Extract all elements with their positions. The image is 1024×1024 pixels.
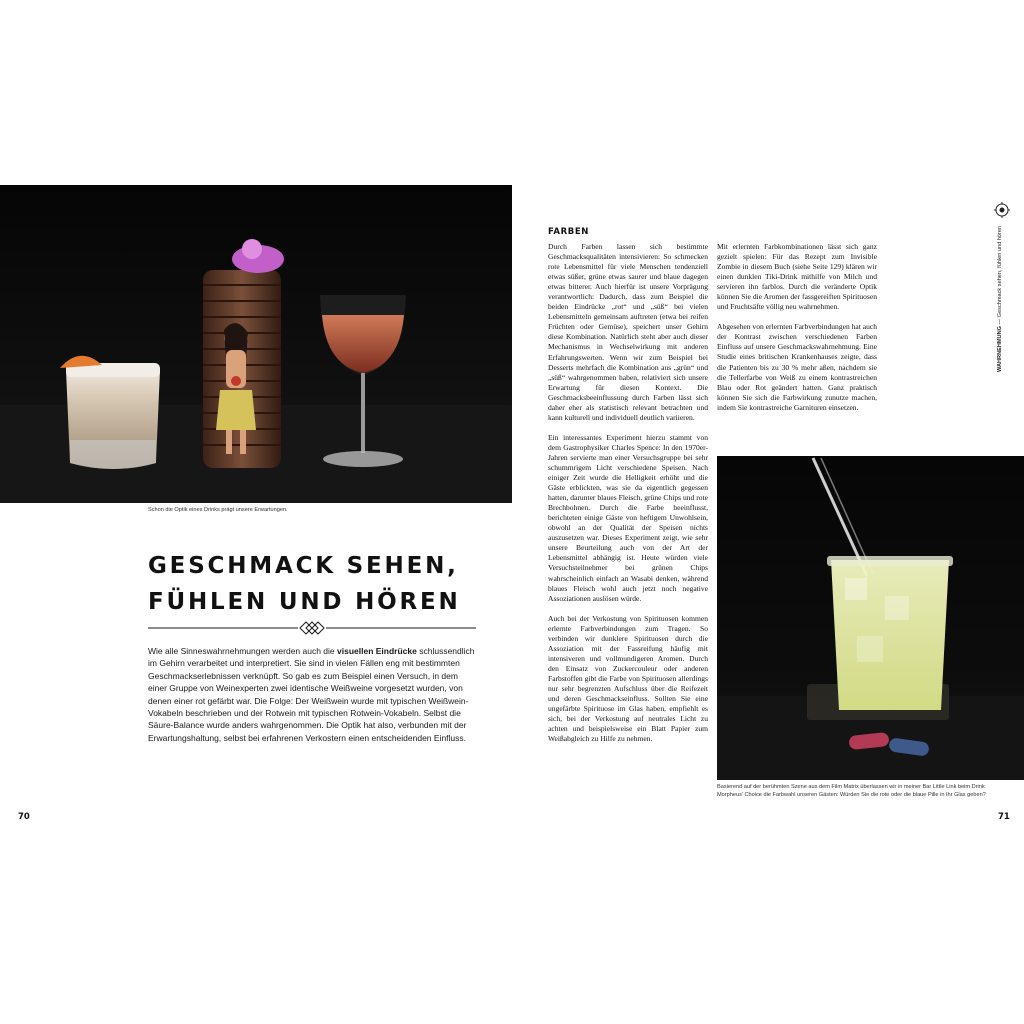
left-photo-caption: Schon die Optik eines Drinks prägt unsere Erwartungen. — [148, 507, 288, 513]
page-number-left: 70 — [18, 812, 30, 822]
chapter-headline — [148, 548, 461, 620]
running-head-text — [997, 226, 1003, 372]
text-column-1 — [548, 242, 708, 754]
running-head-section: WAHRNEHMUNG — [997, 326, 1003, 372]
text-column-2 — [717, 242, 877, 423]
column-paragraph: Ein interessantes Experiment hierzu stammt von dem Gastrophysiker Charles Spence: In den 1970er-Jahren servierte man einer Versuchsgruppe bei sehr schummrigem Licht verschiedene Speisen. Nach einiger Zeit wurde die Helligkeit erhöht und die Gäste erblickten, was sie da eigentlich gegessen hatten, darunter blaues Fleisch, grüne Chips und rote Brechbohnen. Durch die Farbe beeinflusst, berichteten einige Gäste von heftigem Unwohlsein, obwohl an der Qualität der Speisen nichts auszusetzen war. Dieses Experiment zeigt, wie sehr unsere Beurteilung auch von der Art der Lebensmittel abhängig ist. Heute würden viele Versuchsteilnehmer bei grünen Chips wahrscheinlich einfach an Wasabi denken, während blaues Fleisch wohl auch jetzt noch negative Assoziationen auslösen würde. — [548, 432, 708, 603]
column-paragraph: Abgesehen von erlernten Farbverbindungen hat auch der Kontrast zwischen verschiedenen Farben Einfluss auf unsere Geschmackswahrnehmung. Eine Studie eines britischen Krankenhauses zeigte, dass die Patienten bis zu 30 % mehr aßen, nachdem sie die Tellerfarbe von Weiß zu einem kontrastreichen Blau oder Rot geändert hatten. Ganz praktisch können Sie sich die Farbwirkung zunutze machen, indem Sie kontrastreiche Garnituren einsetzen. — [717, 322, 877, 412]
ornament-divider — [148, 621, 476, 635]
intro-text-start: Wie alle Sinneswahrnehmungen werden auch die — [148, 646, 338, 656]
matrix-drink-photo — [717, 456, 1024, 780]
intro-emphasis: visuellen Eindrücke — [337, 646, 417, 656]
intro-paragraph — [148, 645, 478, 744]
running-head — [988, 222, 1016, 372]
page-number-right: 71 — [998, 812, 1010, 822]
running-head-chapter: — Geschmack sehen, fühlen und hören — [997, 225, 1003, 326]
section-heading: FARBEN — [548, 227, 589, 237]
cocktails-photo — [0, 185, 512, 503]
matrix-drink-illustration — [717, 456, 1024, 780]
headline-line-2: FÜHLEN UND HÖREN — [148, 589, 461, 615]
column-paragraph: Mit erlernten Farbkombinationen lässt sich ganz gezielt spielen: Für das Rezept zum Invisible Zombie in diesem Buch (siehe Seite 129) klären wir einen dunklen Tiki-Drink mithilfe von Milch und servieren ihn farblos. Durch die veränderte Optik können Sie die Aromen der fassgereiften Spirituosen und Fruchtsäfte völlig neu wahrnehmen. — [717, 242, 877, 312]
column-paragraph: Auch bei der Verkostung von Spirituosen kommen erlernte Farbverbindungen zum Tragen. So verbinden wir dunklere Spirituosen durch die Assoziation mit der Fassreifung häufig mit intensiveren und vollmundigeren Aromen. Durch den Einsatz von Zuckercouleur oder anderen Farbstoffen gibt die Farbe von Spirituosen allerdings nur sehr begrenzten Aufschluss über die Reifezeit und deren Geschmackseinfluss. Sollten Sie eine ungefärbte Spirituose im Glas haben, empfiehlt es sich, bei der Verkostung auf neutrales Licht zu achten und beispielsweise ein Blatt Papier zum Weißabgleich zu Hilfe zu nehmen. — [548, 613, 708, 744]
headline-line-1: GESCHMACK SEHEN, — [148, 553, 459, 579]
eye-icon — [994, 202, 1010, 218]
intro-text-end: schlussendlich im Gehirn verarbeitet und interpretiert. Sie sind in vielen Fällen eng mit bestimmten Geschmackserlebnissen verknüpft. So gab es zum Beispiel einen Versuch, in dem einer Gruppe von Weinexperten zwei identische Weißweine vorgesetzt wurden, von denen einer rot gefärbt war. Die Folge: Der Weißwein wurde mit typischen Weißwein-Vokabeln beschrieben und der Rotwein mit typischen Rotwein-Vokabeln. Selbst die Säure-Balance wurde anders wahrgenommen. Die Optik hat also, verbunden mit der Erwartungshaltung, selbst bei erfahrenen Verkostern einen entscheidenden Einfluss. — [148, 646, 475, 743]
tiki-mug — [203, 239, 284, 468]
right-photo-caption: Basierend auf der berühmten Szene aus dem Film Matrix überlassen wir in meiner Bar Little Link beim Drink Morpheus' Choice die Farbwahl unseren Gästen: Würden Sie die rote oder die blaue Pille in Ihr Glas geben? — [717, 784, 986, 798]
cocktails-illustration — [0, 185, 512, 503]
column-paragraph: Durch Farben lassen sich bestimmte Geschmacksqualitäten intensivieren: So schmecken rote Lebensmittel für viele Menschen tendenziell etwas süßer, grüne etwas saurer und blaue dagegen etwas bitterer. Auch hierfür ist unsere Vorprägung verantwortlich: Dadurch, dass zum Beispiel die beiden Eindrücke „rot“ und „süß“ bei vielen Lebensmitteln gemeinsam auftreten (etwa bei reifen Früchten oder Gemüse), speichert unser Gehirn diese Kombination. Natürlich steht aber auch dieser Mechanismus in Wechselwirkung mit anderen Erfahrungswerten. Wenn wir zum Beispiel bei Desserts mehrfach die Kombination aus „grün“ und „süß“ wahrgenommen haben, relativiert sich unsere Erwartung für diesen Kontext. Die Geschmacksbeeinflussung durch Farben lässt sich daher eher als statistisch relevant betrachten und kann kulturell und individuell deutlich variieren. — [548, 242, 708, 422]
sour-glass — [60, 356, 160, 469]
